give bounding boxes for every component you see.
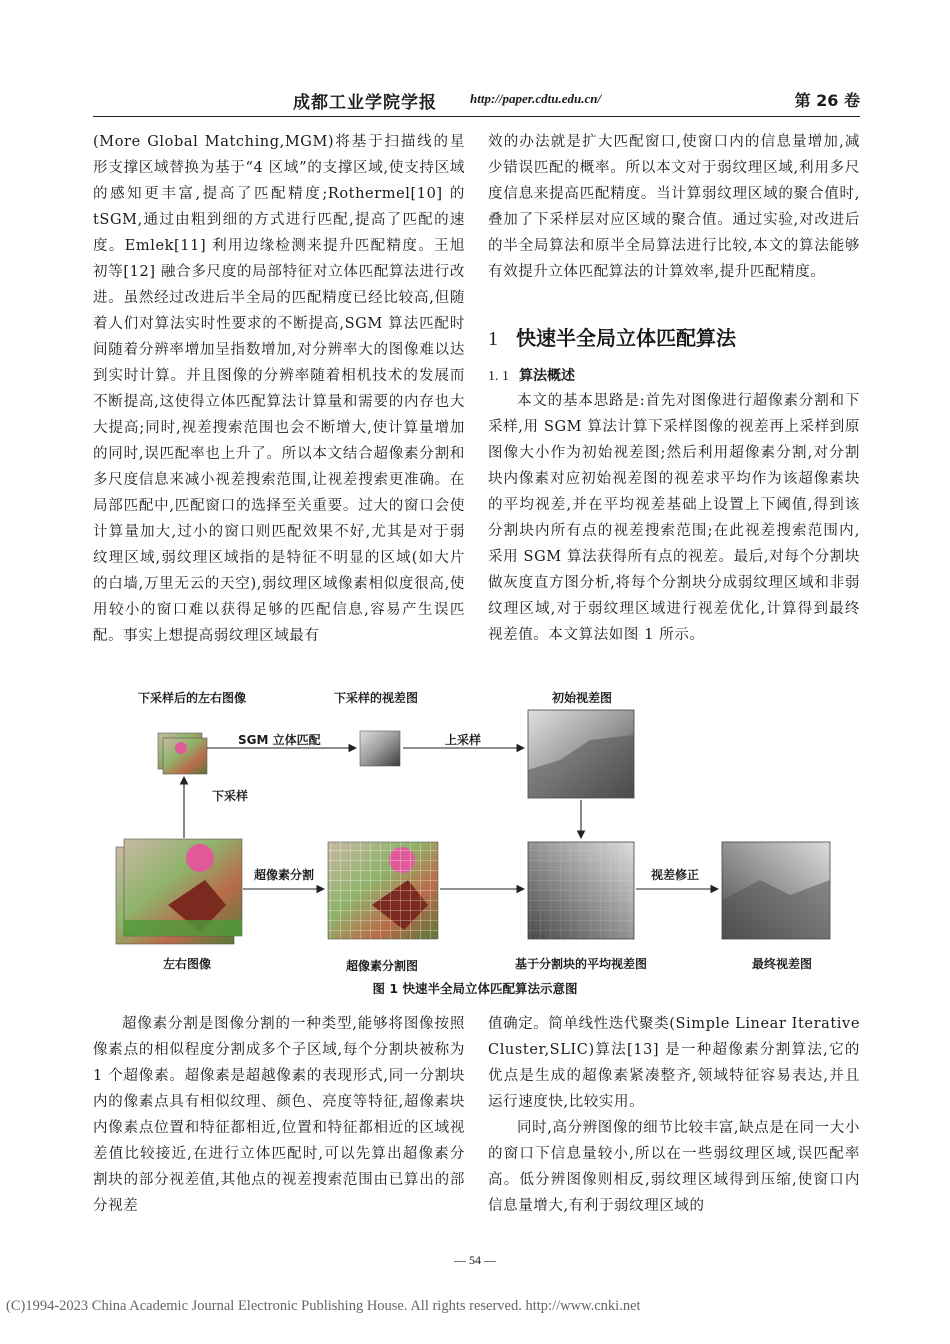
page-number: — 54 — xyxy=(454,1253,496,1267)
left-column-top xyxy=(93,129,465,649)
label-lr-images: 左右图像 xyxy=(163,957,212,971)
label-upsample: 上采样 xyxy=(445,733,482,747)
copyright-footer: (C)1994-2023 China Academic Journal Electronic Publishing House. All rights reserved. http://www.cnki.net xyxy=(6,1298,641,1314)
paragraph: 本文的基本思路是:首先对图像进行超像素分割和下采样,用 SGM 算法计算下采样图像的视差再上采样到原图像大小作为初始视差图;然后利用超像素分割,对分割块内像素对应初始视差图的视差求平均作为该超像素块的平均视差,并在平均视差基础上设置上下阈值,得到该分割块内所有点的视差搜索范围;在此视差搜索范围内,采用 SGM 算法获得所有点的视差。最后,对每个分割块做灰度直方图分析,将每个分割块分成弱纹理区域和非弱纹理区域,对于弱纹理区域进行视差优化,计算得到最终视差值。本文算法如图 1 所示。 xyxy=(488,393,860,643)
paragraph: 同时,高分辨图像的细节比较丰富,缺点是在同一大小的窗口下信息量较小,所以在一些弱纹理区域,误匹配率高。低分辨图像则相反,弱纹理区域得到压缩,使窗口内信息量增大,有利于弱纹理区域的 xyxy=(488,1120,860,1214)
volume-number: 第 26 卷 xyxy=(794,91,860,110)
right-column-mid xyxy=(488,388,860,648)
left-column-bottom xyxy=(93,1011,465,1219)
left-right-images xyxy=(116,839,242,944)
section-number: 1 xyxy=(488,328,498,350)
label-downsampled-disparity: 下采样的视差图 xyxy=(334,691,419,705)
label-final-disparity: 最终视差图 xyxy=(752,957,813,971)
label-initial-disparity: 初始视差图 xyxy=(552,691,613,705)
label-sgm-matching: SGM 立体匹配 xyxy=(238,733,321,747)
superpixel-image xyxy=(328,842,438,939)
paragraph: 效的办法就是扩大匹配窗口,使窗口内的信息量增加,减少错误匹配的概率。所以本文对于弱纹理区域,利用多尺度信息来提高匹配精度。当计算弱纹理区域的聚合值时,叠加了下采样层对应区域的聚合值。通过实验,对改进后的半全局算法和原半全局算法进行比较,本文的算法能够有效提升立体匹配算法的计算效率,提升匹配精度。 xyxy=(488,134,860,280)
initial-disparity-image xyxy=(528,710,634,798)
label-downsampled-lr: 下采样后的左右图像 xyxy=(138,691,247,705)
figure-caption: 图 1 快速半全局立体匹配算法示意图 xyxy=(372,981,578,996)
paragraph: 超像素分割是图像分割的一种类型,能够将图像按照像素点的相似程度分割成多个子区域,每个分割块被称为 1 个超像素。超像素是超越像素的表现形式,同一分割块内的像素点具有相似纹理、颜色、亮度等特征,超像素块内像素点位置和特征都相近,位置和特征都相近的区域视差值比较接近,在进行立体匹配时,可以先算出超像素分割块的部分视差值,其他点的视差搜索范围由已算出的部分视差 xyxy=(93,1016,465,1214)
label-superpixel-segmentation: 超像素分割 xyxy=(254,868,315,882)
section-title: 快速半全局立体匹配算法 xyxy=(516,326,736,350)
page-header xyxy=(93,82,860,117)
subsection-title: 算法概述 xyxy=(519,368,575,384)
final-disparity-image xyxy=(722,842,830,939)
right-column-bottom xyxy=(488,1011,860,1219)
right-column-top xyxy=(488,129,860,285)
paragraph: 值确定。简单线性迭代聚类(Simple Linear Iterative Cluster,SLIC)算法[13] 是一种超像素分割算法,它的优点是生成的超像素紧凑整齐,领域特征容易表达,并且运行速度快,比较实用。 xyxy=(488,1016,861,1110)
label-downsample: 下采样 xyxy=(212,789,249,803)
paragraph: (More Global Matching,MGM)将基于扫描线的星形支撑区域替换为基于“4 区域”的支撑区域,使支持区域的感知更丰富,提高了匹配精度;Rothermel[10] 的 tSGM,通过由粗到细的方式进行匹配,提高了匹配的速度。Emlek[11] 利用边缘检测来提升匹配精度。王旭初等[12] 融合多尺度的局部特征对立体匹配算法进行改进。虽然经过改进后半全局的匹配精度已经比较高,但随着人们对算法实时性要求的不断提高,SGM 算法匹配时间随着分辨率增加呈指数增加,对分辨率大的图像难以达到实时计算。并且图像的分辨率随着相机技术的发展而不断提高,这使得立体匹配算法计算量和需要的内存也大大提高;同时,视差搜索范围也会不断增大,使计算量增加的同时,误匹配率也上升了。所以本文结合超像素分割和多尺度信息来减小视差搜索范围,让视差搜索更准确。在局部匹配中,匹配窗口的选择至关重要。过大的窗口会使计算量加大,过小的窗口则匹配效果不好,尤其是对于弱纹理区域,弱纹理区域指的是特征不明显的区域(如大片的白墙,万里无云的天空),弱纹理区域像素相似度很高,使用较小的窗口难以获得足够的匹配信息,容易产生误匹配。事实上想提高弱纹理区域最有 xyxy=(93,134,465,644)
section-heading xyxy=(488,322,736,351)
downsampled-disparity-image xyxy=(360,731,400,766)
label-superpixel-image: 超像素分割图 xyxy=(346,959,419,973)
label-disparity-fix: 视差修正 xyxy=(651,868,700,882)
label-average-disparity: 基于分割块的平均视差图 xyxy=(515,957,648,971)
journal-url[interactable]: http://paper.cdtu.edu.cn/ xyxy=(470,91,602,106)
downsampled-lr-images xyxy=(158,733,207,774)
subsection-number: 1. 1 xyxy=(488,369,509,384)
subsection-heading xyxy=(488,365,575,385)
average-disparity-image xyxy=(528,842,634,939)
journal-title: 成都工业学院学报 xyxy=(293,93,437,113)
